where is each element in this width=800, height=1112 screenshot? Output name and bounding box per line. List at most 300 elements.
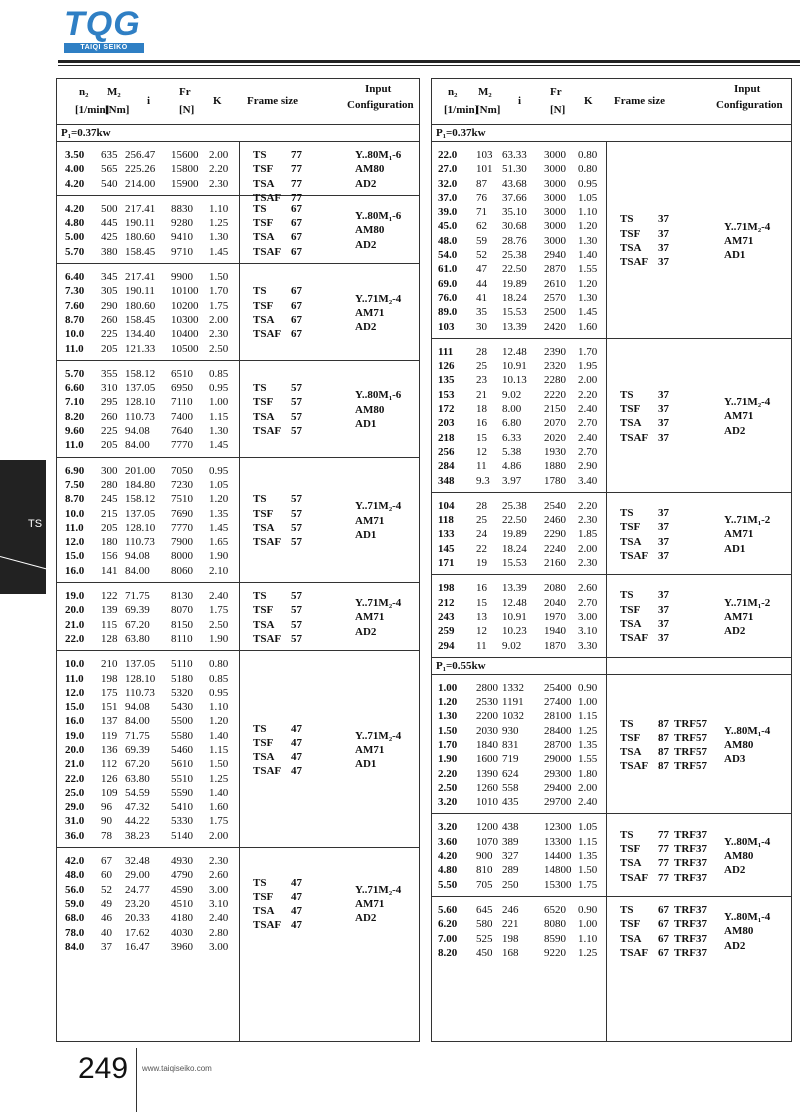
cell-n2: 19.0 [65, 729, 85, 742]
cell-n2: 3.50 [65, 149, 85, 161]
cell-fr: 2070 [544, 417, 566, 430]
config-line: AD3 [724, 753, 746, 766]
cell-m2: 28 [476, 499, 487, 512]
cell-n2: 16.0 [65, 715, 85, 728]
cell-k: 1.25 [578, 724, 598, 737]
cell-i: 5.38 [502, 445, 522, 458]
cell-m2: 380 [101, 245, 118, 258]
table-row [432, 305, 791, 319]
cell-fr: 13300 [544, 835, 572, 848]
config-line: AM71 [724, 410, 754, 423]
header-cell: Frame size [614, 95, 665, 107]
data-group [57, 264, 419, 361]
cell-k: 1.45 [209, 245, 229, 258]
frame-type: TSAF [253, 919, 282, 932]
table-row [432, 795, 791, 809]
cell-i: 30.68 [502, 220, 527, 233]
cell-k: 1.20 [209, 715, 229, 728]
frame-trf: TRF37 [674, 946, 707, 959]
cell-fr: 15300 [544, 878, 572, 891]
frame-size-entry [620, 402, 720, 416]
cell-m2: 62 [476, 220, 487, 233]
frame-size-entry [253, 216, 353, 230]
table-row [57, 367, 419, 381]
cell-n2: 22.0 [438, 149, 458, 161]
cell-fr: 2280 [544, 374, 566, 387]
cell-fr: 9410 [171, 231, 193, 244]
cell-n2: 1.20 [438, 696, 458, 709]
cell-i: 10.91 [502, 360, 527, 373]
frame-size: 77 [291, 149, 302, 161]
cell-i: 558 [502, 781, 519, 794]
config-line: AD2 [355, 321, 377, 334]
frame-type: TS [253, 493, 267, 506]
cell-m2: 500 [101, 202, 118, 215]
config-line: AD2 [355, 625, 377, 638]
frame-size-entry [253, 492, 353, 506]
cell-i: 44.22 [125, 815, 150, 828]
table-row [432, 148, 791, 162]
frame-sizes [620, 717, 720, 774]
frame-trf: TRF37 [674, 903, 707, 916]
cell-fr: 6520 [544, 903, 566, 916]
cell-m2: 122 [101, 590, 118, 603]
table-row [432, 320, 791, 334]
frame-size-entry [620, 388, 720, 402]
cell-n2: 4.20 [438, 850, 458, 863]
header-cell: [1/min] [75, 104, 110, 116]
frame-size-entry [620, 506, 720, 520]
cell-m2: 49 [101, 897, 112, 910]
frame-type: TS [253, 285, 267, 298]
header-cell: i [518, 95, 522, 107]
cell-k: 1.00 [209, 396, 229, 409]
cell-m2: 705 [476, 878, 493, 891]
cell-m2: 90 [101, 815, 112, 828]
cell-m2: 76 [476, 191, 487, 204]
frame-size: 67 [291, 245, 302, 258]
frame-size-entry [253, 230, 353, 244]
cell-k: 1.50 [578, 864, 598, 877]
frame-size: 57 [291, 410, 302, 423]
cell-m2: 46 [101, 912, 112, 925]
cell-fr: 7640 [171, 425, 193, 438]
frame-type: TSAF [253, 191, 282, 204]
cell-k: 2.70 [578, 417, 598, 430]
frame-size-entry [620, 903, 720, 917]
config-line: AD2 [724, 424, 746, 437]
table-header [432, 79, 791, 125]
footer-url[interactable]: www.taiqiseiko.com [142, 1064, 212, 1073]
cell-fr: 7770 [171, 439, 193, 452]
frame-type: TSAF [620, 946, 649, 959]
frame-type: TSAF [620, 549, 649, 562]
frame-size: 57 [291, 521, 302, 534]
cell-n2: 16.0 [65, 564, 85, 577]
frame-size: 67 [658, 918, 669, 931]
cell-fr: 4790 [171, 869, 193, 882]
cell-fr: 29000 [544, 753, 572, 766]
cell-k: 0.80 [578, 149, 598, 161]
frame-type: TSA [620, 932, 642, 945]
cell-fr: 14800 [544, 864, 572, 877]
cell-n2: 6.60 [65, 382, 85, 395]
cell-m2: 21 [476, 388, 487, 401]
frame-type: TSF [253, 890, 274, 903]
table-header [57, 79, 419, 125]
cell-fr: 15800 [171, 163, 199, 176]
frame-size-entry [620, 416, 720, 430]
table-row [432, 262, 791, 276]
frame-size-entry [620, 871, 720, 885]
cell-fr: 8130 [171, 590, 193, 603]
frame-size: 37 [658, 521, 669, 534]
frame-type: TSF [253, 736, 274, 749]
cell-k: 1.35 [578, 738, 598, 751]
cell-i: 289 [502, 864, 519, 877]
cell-i: 43.68 [502, 177, 527, 190]
table-row [432, 162, 791, 176]
frame-type: TSAF [253, 765, 282, 778]
cell-i: 15.53 [502, 557, 527, 570]
cell-k: 2.30 [209, 855, 229, 868]
cell-n2: 48.0 [438, 234, 458, 247]
power-band: P₁=0.55kw [432, 658, 791, 675]
logo-subtitle: TAIQI SEIKO [64, 43, 144, 53]
cell-n2: 11.0 [65, 521, 84, 534]
table-row [432, 767, 791, 781]
frame-size: 47 [291, 905, 302, 918]
header-rule [58, 60, 800, 63]
cell-fr: 2610 [544, 277, 566, 290]
frame-type: TSAF [253, 245, 282, 258]
cell-i: 217.41 [125, 202, 156, 215]
cell-i: 158.45 [125, 245, 156, 258]
cell-fr: 9710 [171, 245, 193, 258]
cell-n2: 5.70 [65, 367, 85, 380]
cell-fr: 3000 [544, 163, 566, 176]
frame-size: 37 [658, 535, 669, 548]
cell-m2: 109 [101, 786, 118, 799]
table-row [432, 345, 791, 359]
cell-k: 1.05 [578, 821, 598, 834]
cell-fr: 7400 [171, 410, 193, 423]
cell-m2: 52 [476, 249, 487, 262]
cell-m2: 151 [101, 701, 118, 714]
frame-type: TSF [620, 918, 641, 931]
frame-type: TS [253, 202, 267, 215]
cell-m2: 24 [476, 528, 487, 541]
cell-n2: 11.0 [65, 672, 84, 685]
cell-fr: 6510 [171, 367, 193, 380]
table-row [432, 695, 791, 709]
config-line: Y..71M₁-2 [724, 514, 771, 527]
cell-i: 51.30 [502, 163, 527, 176]
cell-m2: 101 [476, 163, 493, 176]
frame-size-entry [253, 410, 353, 424]
cell-fr: 8060 [171, 564, 193, 577]
cell-n2: 133 [438, 528, 455, 541]
logo-text: TQG [64, 5, 141, 43]
cell-n2: 29.0 [65, 801, 85, 814]
cell-i: 225.26 [125, 163, 156, 176]
frame-size: 37 [658, 589, 669, 602]
frame-type: TSAF [620, 871, 649, 884]
cell-m2: 198 [101, 672, 118, 685]
cell-k: 1.75 [578, 878, 598, 891]
cell-m2: 580 [476, 918, 493, 931]
frame-trf: TRF57 [674, 717, 707, 730]
table-row [432, 445, 791, 459]
cell-k: 0.95 [209, 382, 229, 395]
header-cell: Input [734, 83, 761, 95]
cell-i: 94.08 [125, 425, 150, 438]
frame-type: TS [620, 589, 634, 602]
brand-logo [64, 6, 144, 54]
cell-i: 8.00 [502, 403, 522, 416]
frame-size-entry [620, 241, 720, 255]
frame-type: TSA [253, 177, 275, 190]
cell-fr: 2870 [544, 263, 566, 276]
cell-n2: 7.50 [65, 478, 85, 491]
frame-size-entry [253, 589, 353, 603]
frame-size: 67 [658, 903, 669, 916]
cell-m2: 71 [476, 206, 487, 219]
cell-m2: 1600 [476, 753, 498, 766]
cell-i: 13.39 [502, 582, 527, 595]
cell-fr: 8590 [544, 932, 566, 945]
cell-i: 29.00 [125, 869, 150, 882]
cell-fr: 5610 [171, 758, 193, 771]
input-configuration [355, 883, 401, 926]
table-row [57, 564, 419, 578]
table-row [432, 820, 791, 834]
frame-type: TSA [620, 857, 642, 870]
cell-i: 168 [502, 946, 519, 959]
input-configuration [724, 835, 770, 878]
cell-k: 3.00 [578, 610, 598, 623]
data-group [432, 897, 791, 964]
frame-size-entry [253, 177, 353, 191]
cell-n2: 10.0 [65, 328, 85, 341]
table-row [57, 786, 419, 800]
cell-i: 25.38 [502, 499, 527, 512]
frame-type: TSF [620, 842, 641, 855]
frame-type: TSF [253, 163, 274, 176]
cell-m2: 2800 [476, 681, 498, 694]
cell-k: 0.90 [578, 681, 598, 694]
cell-k: 2.00 [209, 313, 229, 326]
cell-k: 1.30 [578, 234, 598, 247]
table-row [57, 464, 419, 478]
cell-n2: 25.0 [65, 786, 85, 799]
header-cell: [N] [550, 104, 566, 116]
data-group [432, 339, 791, 493]
cell-k: 1.80 [578, 767, 598, 780]
cell-i: 137.05 [125, 658, 156, 671]
cell-n2: 54.0 [438, 249, 458, 262]
cell-i: 63.80 [125, 632, 150, 645]
input-configuration [355, 148, 401, 191]
frame-size-entry [620, 212, 720, 226]
config-line: Y..80M₁-4 [724, 724, 771, 737]
frame-size: 47 [291, 919, 302, 932]
header-cell: M₂ [107, 86, 121, 98]
cell-fr: 2420 [544, 320, 566, 333]
cell-i: 63.33 [502, 149, 527, 161]
frame-type: TSAF [253, 632, 282, 645]
cell-k: 2.40 [578, 431, 598, 444]
frame-size-entry [253, 327, 353, 341]
cell-m2: 225 [101, 328, 118, 341]
cell-m2: 2200 [476, 710, 498, 723]
cell-fr: 1880 [544, 460, 566, 473]
header-cell: Configuration [347, 99, 414, 111]
cell-i: 137.05 [125, 507, 156, 520]
table-row [57, 700, 419, 714]
config-line: AM71 [355, 306, 385, 319]
cell-n2: 1.50 [438, 724, 458, 737]
cell-m2: 112 [101, 758, 118, 771]
cell-m2: 19 [476, 557, 487, 570]
cell-i: 94.08 [125, 701, 150, 714]
cell-fr: 2460 [544, 514, 566, 527]
frame-type: TS [620, 717, 634, 730]
cell-fr: 2080 [544, 582, 566, 595]
frame-type: TSAF [620, 632, 649, 645]
cell-fr: 7770 [171, 521, 193, 534]
frame-sizes [253, 722, 353, 779]
cell-fr: 7900 [171, 536, 193, 549]
input-configuration [724, 395, 770, 438]
cell-i: 121.33 [125, 342, 156, 355]
cell-m2: 60 [101, 869, 112, 882]
frame-size: 67 [658, 932, 669, 945]
table-row [57, 926, 419, 940]
frame-sizes [620, 828, 720, 885]
cell-i: 158.12 [125, 367, 156, 380]
cell-n2: 4.80 [65, 217, 85, 230]
config-line: Y..71M₂-4 [355, 883, 402, 896]
cell-i: 54.59 [125, 786, 150, 799]
cell-fr: 7050 [171, 464, 193, 477]
frame-size-entry [620, 828, 720, 842]
cell-n2: 22.0 [65, 772, 85, 785]
header-cell: [Nm] [476, 104, 501, 116]
cell-fr: 6950 [171, 382, 193, 395]
cell-k: 2.50 [209, 618, 229, 631]
cell-n2: 69.0 [438, 277, 458, 290]
config-line: AD2 [355, 912, 377, 925]
cell-fr: 3000 [544, 234, 566, 247]
cell-n2: 68.0 [65, 912, 85, 925]
table-row [57, 829, 419, 843]
frame-sizes [253, 492, 353, 549]
frame-type: TS [620, 903, 634, 916]
cell-n2: 7.30 [65, 285, 85, 298]
frame-type: TSF [253, 217, 274, 230]
config-line: AM71 [355, 744, 385, 756]
cell-fr: 9900 [171, 271, 193, 284]
cell-k: 1.55 [578, 263, 598, 276]
frame-size-entry [253, 381, 353, 395]
cell-n2: 76.0 [438, 291, 458, 304]
frame-type: TSAF [620, 256, 649, 269]
cell-k: 1.75 [209, 299, 229, 312]
cell-i: 256.47 [125, 149, 156, 161]
cell-i: 67.20 [125, 618, 150, 631]
table-row [432, 359, 791, 373]
frame-type: TSA [253, 231, 275, 244]
frame-size-entry [620, 588, 720, 602]
frame-size: 37 [658, 549, 669, 562]
frame-size: 47 [291, 876, 302, 889]
cell-m2: 645 [476, 903, 493, 916]
cell-fr: 14400 [544, 850, 572, 863]
cell-fr: 5460 [171, 743, 193, 756]
cell-i: 221 [502, 918, 519, 931]
cell-m2: 35 [476, 306, 487, 319]
table-row [432, 205, 791, 219]
cell-m2: 139 [101, 604, 118, 617]
table-row [57, 549, 419, 563]
cell-n2: 32.0 [438, 177, 458, 190]
cell-m2: 16 [476, 582, 487, 595]
frame-size: 37 [658, 388, 669, 401]
frame-sizes [253, 284, 353, 341]
config-line: AM80 [355, 163, 385, 176]
cell-m2: 1260 [476, 781, 498, 794]
cell-n2: 1.90 [438, 753, 458, 766]
cell-fr: 28400 [544, 724, 572, 737]
cell-n2: 12.0 [65, 686, 85, 699]
cell-m2: 1070 [476, 835, 498, 848]
cell-k: 2.30 [209, 177, 229, 190]
frame-size: 57 [291, 493, 302, 506]
cell-m2: 126 [101, 772, 118, 785]
data-group [57, 583, 419, 651]
cell-k: 3.00 [209, 883, 229, 896]
cell-m2: 115 [101, 618, 118, 631]
cell-m2: 1010 [476, 796, 498, 809]
config-line: Y..80M₁-6 [355, 389, 402, 402]
cell-m2: 96 [101, 801, 112, 814]
config-line: AD2 [724, 625, 746, 638]
frame-type: TS [620, 388, 634, 401]
cell-fr: 2240 [544, 542, 566, 555]
frame-type: TSA [620, 241, 642, 254]
frame-sizes [253, 202, 353, 259]
frame-type: TSA [253, 521, 275, 534]
config-line: Y..71M₂-4 [355, 729, 402, 742]
cell-i: 17.62 [125, 926, 150, 939]
frame-size: 87 [658, 746, 669, 759]
power-band: P₁=0.37kw [432, 125, 791, 142]
frame-size-entry [620, 731, 720, 745]
frame-size: 67 [291, 299, 302, 312]
cell-i: 184.80 [125, 478, 156, 491]
cell-fr: 8000 [171, 550, 193, 563]
frame-trf: TRF37 [674, 842, 707, 855]
cell-m2: 210 [101, 658, 118, 671]
frame-type: TSA [620, 417, 642, 430]
cell-k: 0.95 [578, 177, 598, 190]
frame-trf: TRF37 [674, 918, 707, 931]
header-rule-thin [58, 65, 800, 66]
frame-size: 77 [658, 857, 669, 870]
table-row [57, 657, 419, 671]
cell-i: 1191 [502, 696, 524, 709]
